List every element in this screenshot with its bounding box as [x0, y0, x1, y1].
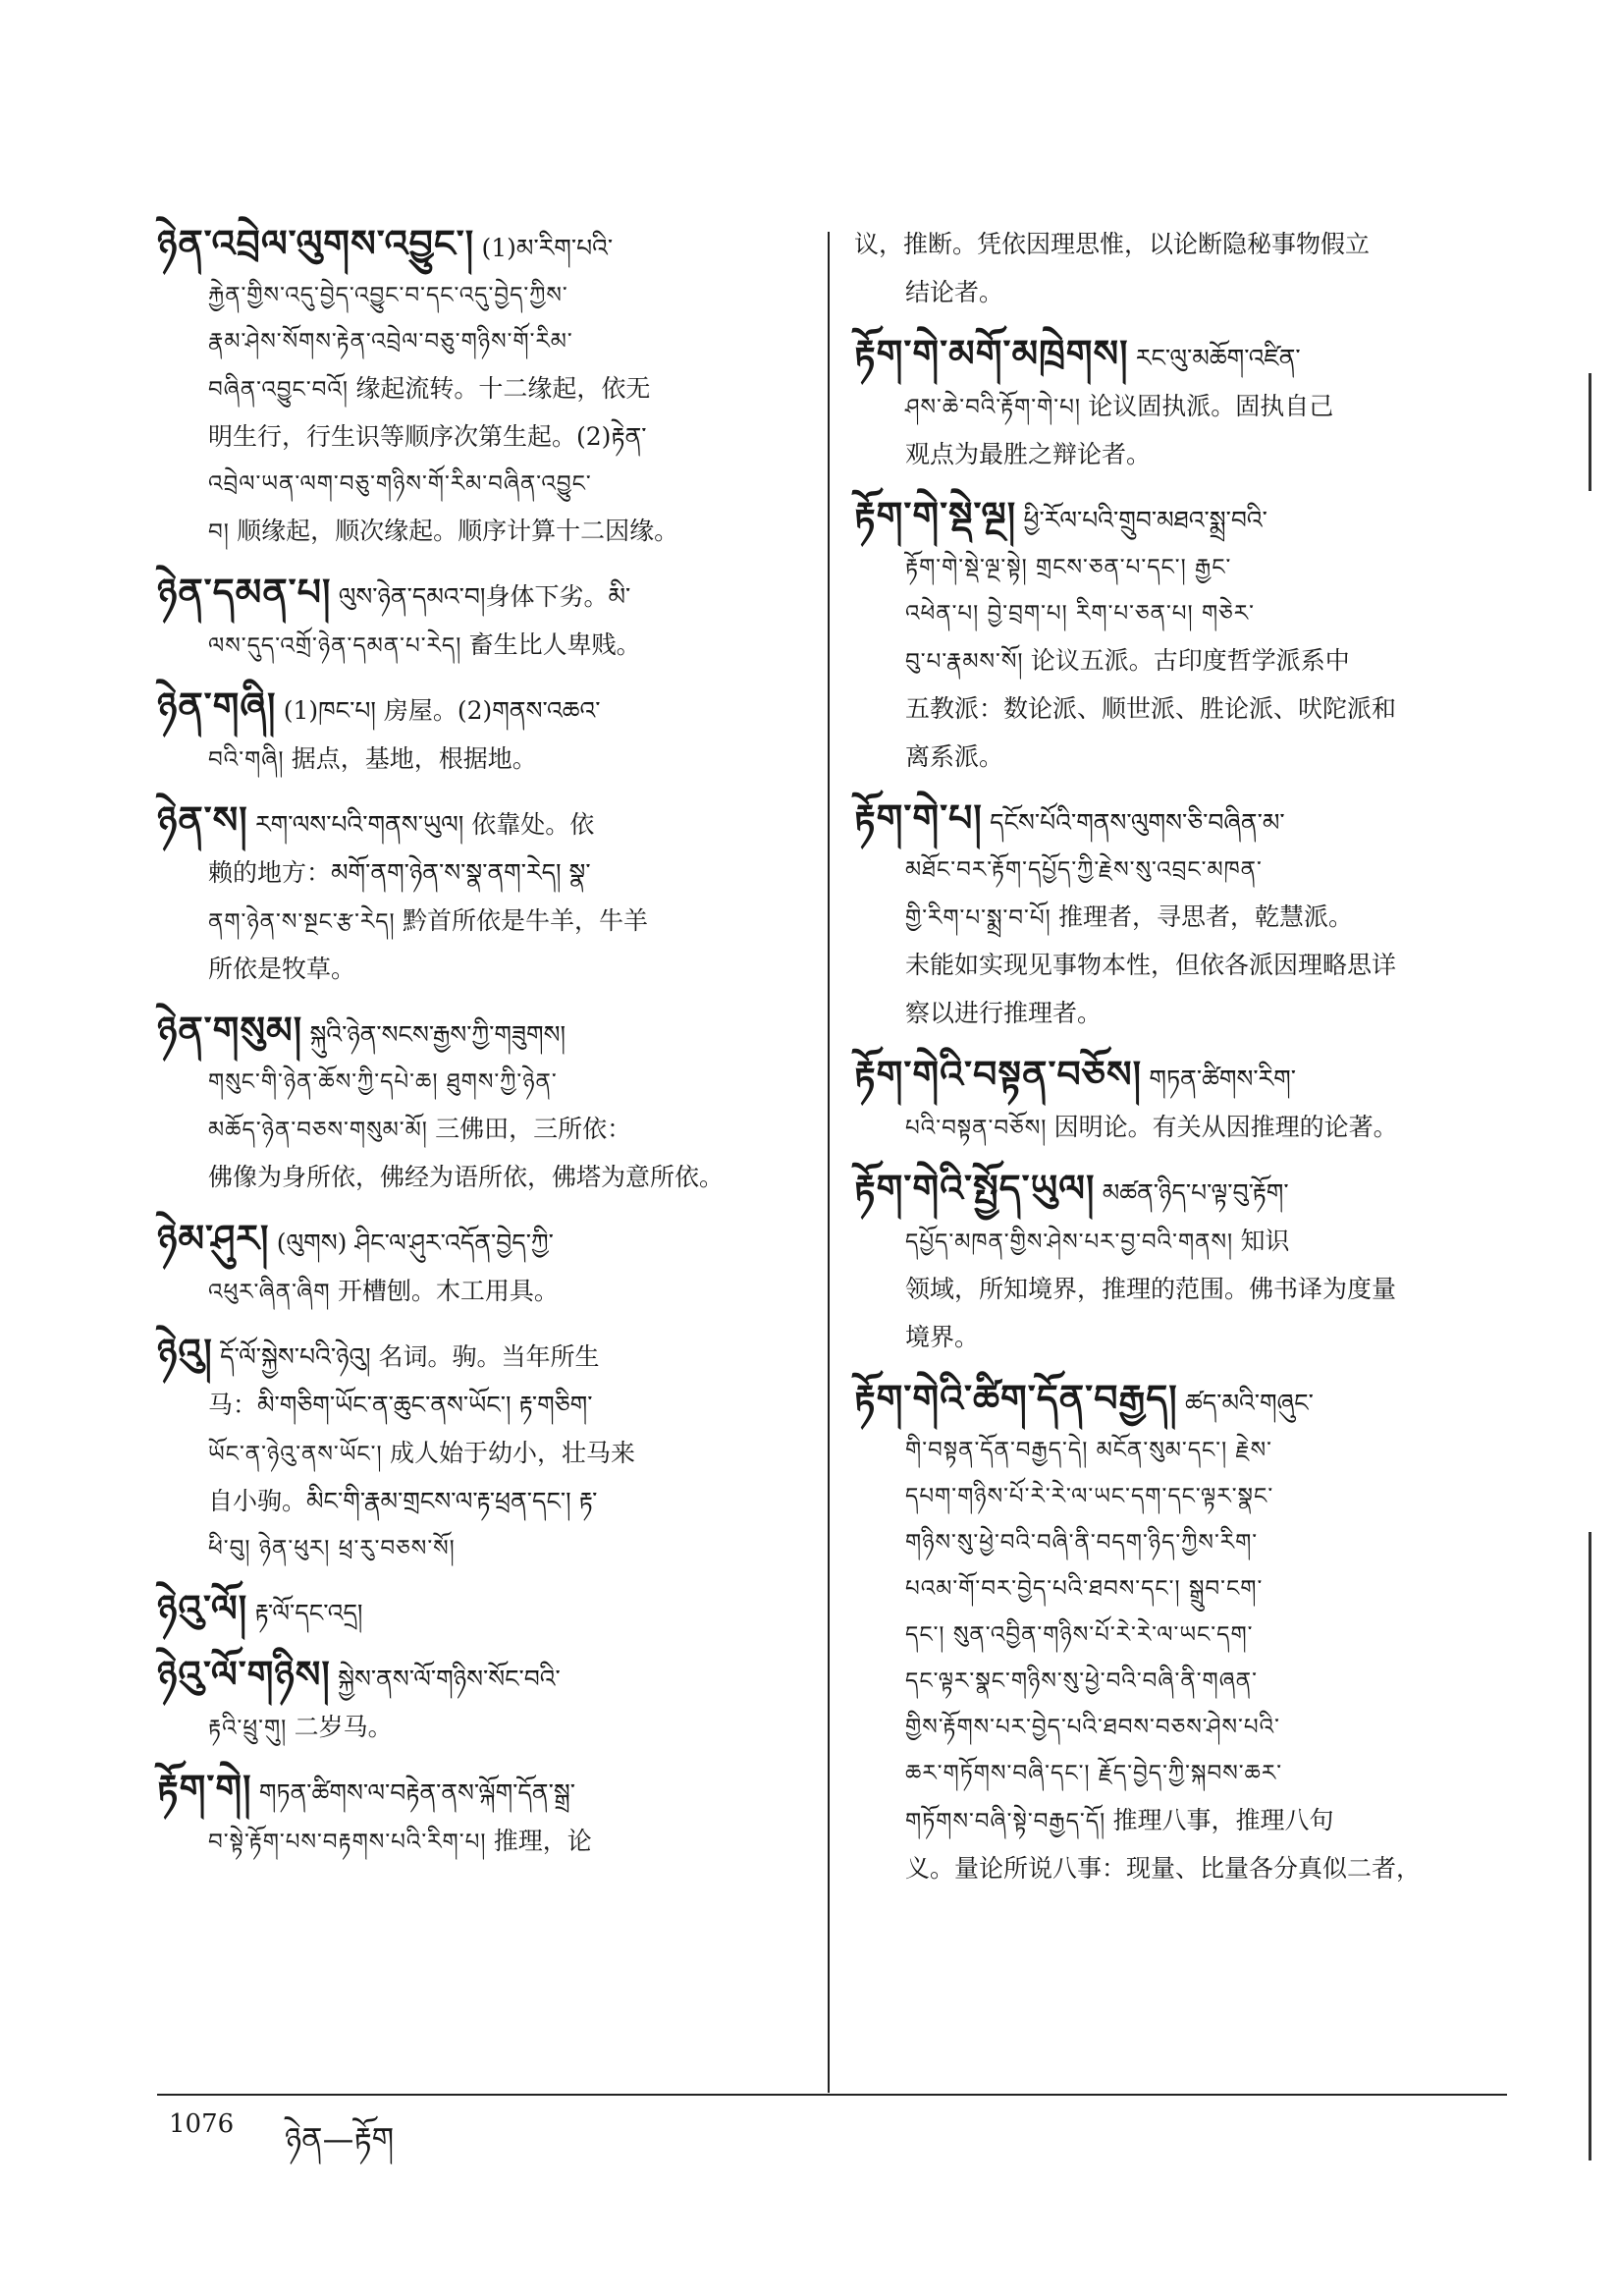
entry-line [854, 431, 1492, 479]
entry-line [854, 734, 1492, 782]
headword: ཉེའུ། [157, 1331, 213, 1374]
tibetan-text: ཆར་གཏོགས་བཞི་དང་། རྗོད་བྱེད་ཀྱི་སྐབས་ཆར་ [905, 1761, 1283, 1786]
tibetan-text: གཉིས་སུ་ཕྱེ་བའི་བཞི་ནི་བདག་ཉིད་ཀྱིས་རིག་ [905, 1530, 1259, 1556]
entry-line [854, 894, 1492, 942]
running-head: ཉེན—རྟོག [285, 2120, 395, 2158]
gloss-text: 知识 [1240, 1227, 1290, 1255]
entry-line [157, 898, 795, 946]
gloss-text: དོ་ལོ་སྐྱེས་པའི་ཉེའུ། 名词。驹。当年所生 [220, 1342, 600, 1371]
entry-line [157, 849, 795, 898]
entry-headline [157, 1586, 795, 1638]
gloss-text: 三佛田，三所依： [435, 1115, 632, 1143]
gloss-text: རང་ལུ་མཆོག་འཛིན་ [1135, 344, 1301, 372]
entry-line [854, 591, 1492, 637]
gloss-text: 察以进行推理者。 [905, 999, 1103, 1027]
entry-line [157, 365, 795, 413]
gloss-text: 成人始于幼小，壮马来 [389, 1439, 635, 1467]
entry-headline [854, 493, 1492, 545]
entry-headline [854, 1166, 1492, 1218]
dictionary-entry [854, 221, 1492, 317]
entry-headline [157, 1330, 795, 1382]
tibetan-text: འབྲེལ་ཡན་ལག་བཅུ་གཉིས་གོ་རིམ་བཞིན་འབྱུང་ [208, 471, 592, 497]
gloss-text: 缘起流转。十二缘起，依无 [355, 374, 651, 403]
entry-line [854, 1751, 1492, 1797]
entry-line [157, 1478, 795, 1526]
dictionary-entry [854, 795, 1492, 1038]
dictionary-entry [854, 1166, 1492, 1362]
gloss-text: 马：མི་གཅིག་ཡོང་ན་ཆུང་ནས་ཡོང་། རྟ་གཅིག་ [208, 1391, 593, 1419]
tibetan-text: བའི་གཞི། [208, 747, 285, 773]
entry-headline [157, 221, 795, 273]
headword: ཉེམ་ཤུར། [157, 1217, 270, 1260]
headword: རྟོག་གེ་པ། [854, 796, 983, 840]
headword: ཉེན་ས། [157, 798, 248, 842]
entry-line [157, 319, 795, 365]
entry-headline [157, 683, 795, 736]
tibetan-text: གཏོགས་བཞི་སྟེ་བརྒྱད་དོ། [905, 1809, 1106, 1834]
entry-headline [157, 1766, 795, 1818]
gloss-text: རྟ་ལོ་དང་འདྲ། [254, 1599, 363, 1627]
entry-line [854, 847, 1492, 894]
gloss-text: 推理，论 [493, 1827, 592, 1855]
dictionary-entry [157, 1586, 795, 1638]
dictionary-entry [854, 1052, 1492, 1152]
dictionary-entry [157, 570, 795, 670]
entry-line [854, 1613, 1492, 1659]
gloss-text: ཕྱི་རོལ་པའི་གྲུབ་མཐའ་སྨྲ་བའི་ [1023, 506, 1267, 534]
entry-line [854, 1266, 1492, 1314]
entry-line [157, 1382, 795, 1430]
entry-line [157, 1430, 795, 1478]
entry-headline [854, 1376, 1492, 1428]
left-column [157, 221, 795, 1880]
entry-line [157, 1060, 795, 1106]
dictionary-entry [854, 1376, 1492, 1893]
gloss-text: ཚད་མའི་གཞུང་ [1184, 1389, 1314, 1417]
dictionary-entry [157, 683, 795, 784]
entry-line [157, 622, 795, 670]
entry-line [157, 462, 795, 508]
entry-headline [157, 1008, 795, 1060]
gloss-text: སྐྱེས་ནས་ལོ་གཉིས་སོང་བའི་ [338, 1665, 561, 1693]
tibetan-text: འཕུར་ཞིན་ཞིག [208, 1280, 331, 1305]
gloss-text: 明生行，行生识等顺序次第生起。(2)རྟེན་ [208, 422, 647, 451]
headword: ཉེའུ་ལོ་གཉིས། [157, 1653, 331, 1696]
entry-line [854, 1845, 1492, 1893]
entry-headline [854, 1052, 1492, 1104]
gloss-text: སྐུའི་ཉེན་སངས་རྒྱས་ཀྱི་གཟུགས། [309, 1020, 566, 1049]
footer-rule [157, 2094, 1507, 2096]
gloss-text: 领域，所知境界，推理的范围。佛书译为度量 [905, 1275, 1397, 1303]
scan-edge-mark [1589, 373, 1591, 491]
entry-line [854, 1474, 1492, 1520]
gloss-text: 黔首所依是牛羊，牛羊 [402, 906, 648, 935]
gloss-text: (1)ཁང་པ། 房屋。(2)གནས་འཆའ་ [283, 696, 601, 725]
entry-line [854, 637, 1492, 685]
gloss-text: 议，推断。凭依因理思惟，以论断隐秘事物假立 [854, 230, 1371, 258]
gloss-text: གཏན་ཚིགས་རིག་ [1149, 1065, 1297, 1093]
gloss-text: 五教派：数论派、顺世派、胜论派、吠陀派和 [905, 694, 1397, 723]
gloss-text: 结论者。 [905, 278, 1004, 306]
tibetan-text: དཔྱོད་མཁན་གྱིས་ཤེས་པར་བྱ་བའི་གནས། [905, 1230, 1234, 1255]
tibetan-text: གྱིས་རྟོགས་པར་བྱེད་པའི་ཐབས་བཅས་ཤེས་པའི་ [905, 1715, 1280, 1740]
entry-line [854, 383, 1492, 431]
tibetan-text: བཞིན་འབྱུང་བའོ། [208, 377, 349, 403]
entry-headline [157, 1652, 795, 1704]
gloss-text: (1)མ་རིག་པའི་ [481, 234, 614, 262]
headword: རྟོག་གེའི་བསྟན་བཅོས། [854, 1053, 1143, 1096]
entry-line [854, 1428, 1492, 1474]
tibetan-text: གྱི་རིག་པ་སྨྲ་བ་པོ། [905, 905, 1051, 931]
entry-line [854, 990, 1492, 1038]
entry-headline [157, 570, 795, 622]
column-divider [828, 232, 830, 2093]
gloss-text: 推理者，寻思者，乾慧派。 [1058, 902, 1354, 931]
entry-line [157, 946, 795, 994]
headword: ཉེན་གསུམ། [157, 1009, 303, 1052]
headword: ཉེན་དམན་པ། [157, 571, 332, 614]
gloss-text: 畜生比人卑贱。 [468, 630, 641, 659]
tibetan-text: ལས་དུད་འགྲོ་ཉེན་དམན་པ་རེད། [208, 633, 462, 659]
entry-line [854, 1520, 1492, 1566]
gloss-text: 离系派。 [905, 742, 1004, 771]
dictionary-entry [854, 493, 1492, 782]
entry-line [854, 685, 1492, 734]
tibetan-text: བུ་པ་རྣམས་སོ། [905, 649, 1024, 675]
tibetan-text: མཆོད་ཉེན་བཅས་གསུམ་མོ། [208, 1118, 428, 1143]
gloss-text: 因明论。有关从因推理的论著。 [1053, 1113, 1398, 1141]
headword: རྟོག་གེའི་སྤྱོད་ཡུལ། [854, 1167, 1096, 1210]
gloss-text: 开槽刨。木工用具。 [337, 1277, 559, 1305]
gloss-text: 二岁马。 [294, 1713, 393, 1741]
entry-line [157, 1106, 795, 1154]
entry-headline [854, 795, 1492, 847]
tibetan-text: ནག་ཉེན་ས་སྔང་རྩ་རེད། [208, 909, 396, 935]
tibetan-text: བ། [208, 519, 230, 545]
gloss-text: 据点，基地，根据地。 [291, 744, 537, 773]
tibetan-text: དཔག་གཉིས་པོ་རེ་རེ་ལ་ཡང་དག་དང་ལྟར་སྣང་ [905, 1484, 1274, 1509]
entry-line [157, 1704, 795, 1752]
entry-line [854, 1705, 1492, 1751]
entry-headline [157, 797, 795, 849]
dictionary-entry [157, 1652, 795, 1752]
gloss-text: 论议五派。古印度哲学派系中 [1030, 646, 1350, 675]
dictionary-entry [157, 1216, 795, 1316]
entry-line [157, 1818, 795, 1866]
headword: ཉེན་འབྲེལ་ལུགས་འབྱུང་། [157, 222, 475, 265]
headword: ཉེའུ་ལོ། [157, 1587, 248, 1630]
tibetan-text: དང་ལྟར་སྣང་གཉིས་སུ་ཕྱེ་བའི་བཞི་ནི་གཞན་ [905, 1668, 1258, 1694]
tibetan-text: རྣམ་ཤེས་སོགས་རྟེན་འབྲེལ་བཅུ་གཉིས་གོ་རིམ་ [208, 329, 573, 355]
headword: ཉེན་གཞི། [157, 684, 277, 728]
gloss-text: 观点为最胜之辩论者。 [905, 440, 1152, 468]
entry-line [854, 1218, 1492, 1266]
entry-headline [157, 1216, 795, 1268]
headword: རྟོག་གེའི་ཚིག་དོན་བརྒྱད། [854, 1377, 1178, 1420]
tibetan-text: གི་བསྟན་དོན་བརྒྱད་དེ། མངོན་སུམ་དང་། རྗེས་ [905, 1438, 1272, 1463]
entry-line [157, 736, 795, 784]
gloss-text: 未能如实现见事物本性，但依各派因理略思详 [905, 951, 1397, 979]
gloss-text: 义。量论所说八事：现量、比量各分真似二者， [905, 1854, 1422, 1883]
entry-line [157, 1154, 795, 1202]
entry-headline [854, 331, 1492, 383]
gloss-text: 顺缘起，顺次缘起。顺序计算十二因缘。 [237, 517, 679, 545]
gloss-text: རག་ལས་པའི་གནས་ཡུལ། 依靠处。依 [255, 810, 595, 839]
dictionary-entry [854, 331, 1492, 479]
gloss-text: 论议固执派。固执自己 [1088, 392, 1334, 420]
gloss-text: མཚན་ཉིད་པ་ལྟ་བུ་རྟོག་ [1102, 1178, 1289, 1207]
entry-headline [854, 221, 1492, 269]
tibetan-text: པའམ་གོ་བར་བྱེད་པའི་ཐབས་དང་། སྒྲུབ་ངག་ [905, 1576, 1264, 1602]
entry-line [157, 1526, 795, 1572]
tibetan-text: རྟོག་གེ་སྡེ་ལྔ་སྟེ། གྲངས་ཅན་པ་དང་། རྒྱང་ [905, 555, 1232, 580]
dictionary-entry [157, 797, 795, 994]
gloss-text: 境界。 [905, 1323, 980, 1351]
dictionary-entry [157, 1008, 795, 1202]
entry-line [157, 1268, 795, 1316]
entry-line [854, 1797, 1492, 1845]
headword: རྟོག་གེ་སྡེ་ལྔ། [854, 494, 1017, 537]
gloss-text: 推理八事，推理八句 [1112, 1806, 1334, 1834]
gloss-text: (ལུགས) ཤིང་ལ་ཤུར་འདོན་བྱེད་ཀྱི་ [276, 1229, 554, 1257]
entry-line [157, 413, 795, 462]
scan-edge-mark [1589, 1532, 1591, 2160]
dictionary-entry [157, 1330, 795, 1572]
dictionary-entry [157, 221, 795, 556]
right-column [854, 221, 1492, 1907]
headword: རྟོག་གེ། [157, 1767, 252, 1810]
gloss-text: ལུས་ཉེན་དམའ་བ།身体下劣。མི་ [338, 582, 631, 611]
tibetan-text: མཐོང་བར་རྟོག་དཔྱོད་ཀྱི་རྗེས་སུ་འབྲང་མཁན་ [905, 857, 1263, 883]
entry-line [854, 269, 1492, 317]
entry-line [854, 1104, 1492, 1152]
tibetan-text: རྐྱེན་གྱིས་འདུ་བྱེད་འབྱུང་བ་དང་འདུ་བྱེད་ཀྱིས་ [208, 283, 568, 308]
tibetan-text: བ་སྟེ་རྟོག་པས་བརྟགས་པའི་རིག་པ། [208, 1830, 487, 1855]
entry-line [157, 508, 795, 556]
tibetan-text: རྟའི་ཕྲུ་གུ། [208, 1716, 288, 1741]
tibetan-text: གསུང་གི་ཉེན་ཆོས་ཀྱི་དཔེ་ཆ། ཐུགས་ཀྱི་ཉེན་ [208, 1069, 558, 1095]
entry-line [854, 1566, 1492, 1613]
tibetan-text: པའི་བསྟན་བཅོས། [905, 1116, 1048, 1141]
gloss-text: 自小驹。མིང་གི་རྣམ་གྲངས་ལ་རྟ་ཕྲན་དང་། རྟ་ [208, 1487, 598, 1515]
gloss-text: 佛像为身所依，佛经为语所依，佛塔为意所依。 [208, 1163, 725, 1191]
headword: རྟོག་གེ་མགོ་མཁྲེགས། [854, 332, 1129, 375]
tibetan-text: དང་། སུན་འབྱིན་གཉིས་པོ་རེ་རེ་ལ་ཡང་དག་ [905, 1622, 1254, 1648]
tibetan-text: ཕི་བུ། ཉེན་ཕུར། ཕྲ་རུ་བཅས་སོ། [208, 1536, 456, 1561]
gloss-text: གཏན་ཚིགས་ལ་བརྟེན་ནས་ལྐོག་དོན་སྒྲ་ [258, 1778, 575, 1807]
entry-line [854, 1659, 1492, 1705]
tibetan-text: ཤས་ཆེ་བའི་རྟོག་གེ་པ། [905, 395, 1081, 420]
entry-line [157, 273, 795, 319]
tibetan-text: ཡོང་ན་ཉེའུ་ནས་ཡོང་། [208, 1442, 383, 1467]
tibetan-text: འཕེན་པ། བྱེ་བྲག་པ། རིག་པ་ཅན་པ། གཅེར་ [905, 601, 1255, 627]
gloss-text: 所依是牧草。 [208, 955, 356, 983]
entry-line [854, 545, 1492, 591]
entry-line [854, 942, 1492, 990]
dictionary-entry [157, 1766, 795, 1866]
entry-line [854, 1314, 1492, 1362]
gloss-text: 赖的地方：མགོ་ནག་ཉེན་ས་སྣ་ནག་རེད། སྣ་ [208, 858, 591, 887]
gloss-text: དངོས་པོའི་གནས་ལུགས་ཅི་བཞིན་མ་ [990, 808, 1285, 837]
page-number: 1076 [169, 2109, 235, 2139]
